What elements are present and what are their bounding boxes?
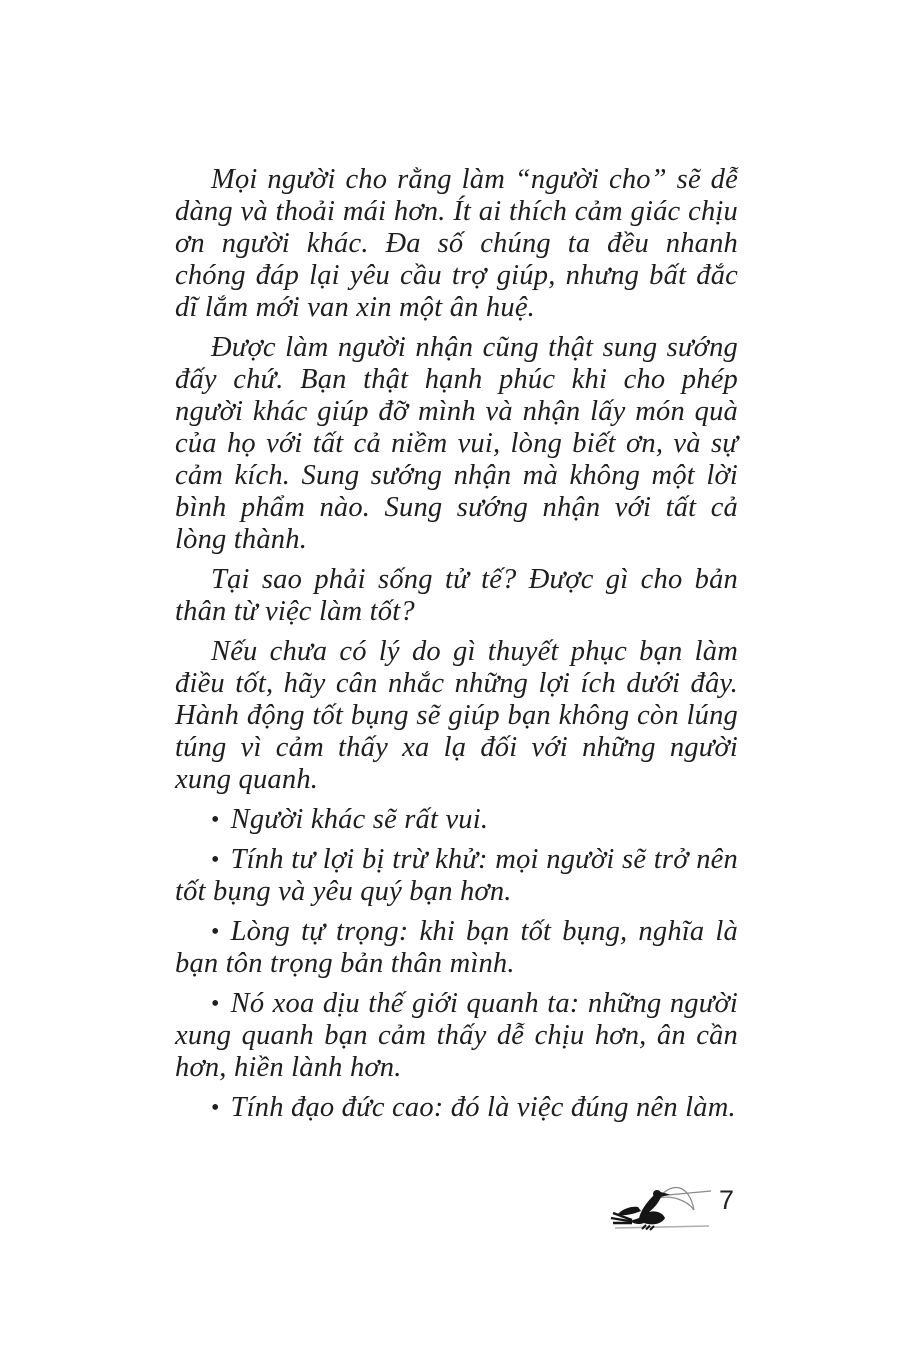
bullet-marker: •: [211, 919, 220, 945]
body-text: [175, 164, 738, 1132]
paragraph-4: Nếu chưa có lý do gì thuyết phục bạn làm điều tốt, hãy cân nhắc những lợi ích dưới đây. Hành động tốt bụng sẽ giúp bạn không còn lúng túng vì cảm thấy xa lạ đối với những người xung quanh.: [175, 636, 738, 795]
paragraph-1: Mọi người cho rằng làm “người cho” sẽ dễ dàng và thoải mái hơn. Ít ai thích cảm giác chịu ơn người khác. Đa số chúng ta đều nhanh chóng đáp lại yêu cầu trợ giúp, nhưng bất đắc dĩ lắm mới van xin một ân huệ.: [175, 164, 738, 323]
bullet-item-4: [175, 988, 738, 1084]
bullet-item-2: [175, 844, 738, 908]
bullet-item-3: [175, 916, 738, 980]
bullet-text-5: Tính đạo đức cao: đó là việc đúng nên làm.: [230, 1092, 736, 1123]
bullet-text-4: Nó xoa dịu thế giới quanh ta: những người xung quanh bạn cảm thấy dễ chịu hơn, ân cần hơn, hiền lành hơn.: [175, 988, 738, 1083]
bullet-marker: •: [211, 807, 220, 833]
bullet-item-1: [175, 804, 738, 836]
bullet-item-5: [175, 1092, 738, 1124]
bullet-marker: •: [211, 991, 220, 1017]
bullet-marker: •: [211, 847, 220, 873]
flying-bird-logo-icon: [609, 1180, 713, 1234]
bullet-text-2: Tính tư lợi bị trừ khử: mọi người sẽ trở nên tốt bụng và yêu quý bạn hơn.: [175, 844, 738, 907]
page-number: 7: [719, 1185, 735, 1215]
bullet-text-1: Người khác sẽ rất vui.: [230, 804, 489, 835]
paragraph-3: Tại sao phải sống tử tế? Được gì cho bản thân từ việc làm tốt?: [175, 564, 738, 627]
page-footer: [609, 1180, 749, 1234]
paragraph-2: Được làm người nhận cũng thật sung sướng đấy chứ. Bạn thật hạnh phúc khi cho phép người khác giúp đỡ mình và nhận lấy món quà của họ với tất cả niềm vui, lòng biết ơn, và sự cảm kích. Sung sướng nhận mà không một lời bình phẩm nào. Sung sướng nhận với tất cả lòng thành.: [175, 332, 738, 555]
bullet-text-3: Lòng tự trọng: khi bạn tốt bụng, nghĩa là bạn tôn trọng bản thân mình.: [175, 916, 738, 979]
bullet-marker: •: [211, 1095, 220, 1121]
